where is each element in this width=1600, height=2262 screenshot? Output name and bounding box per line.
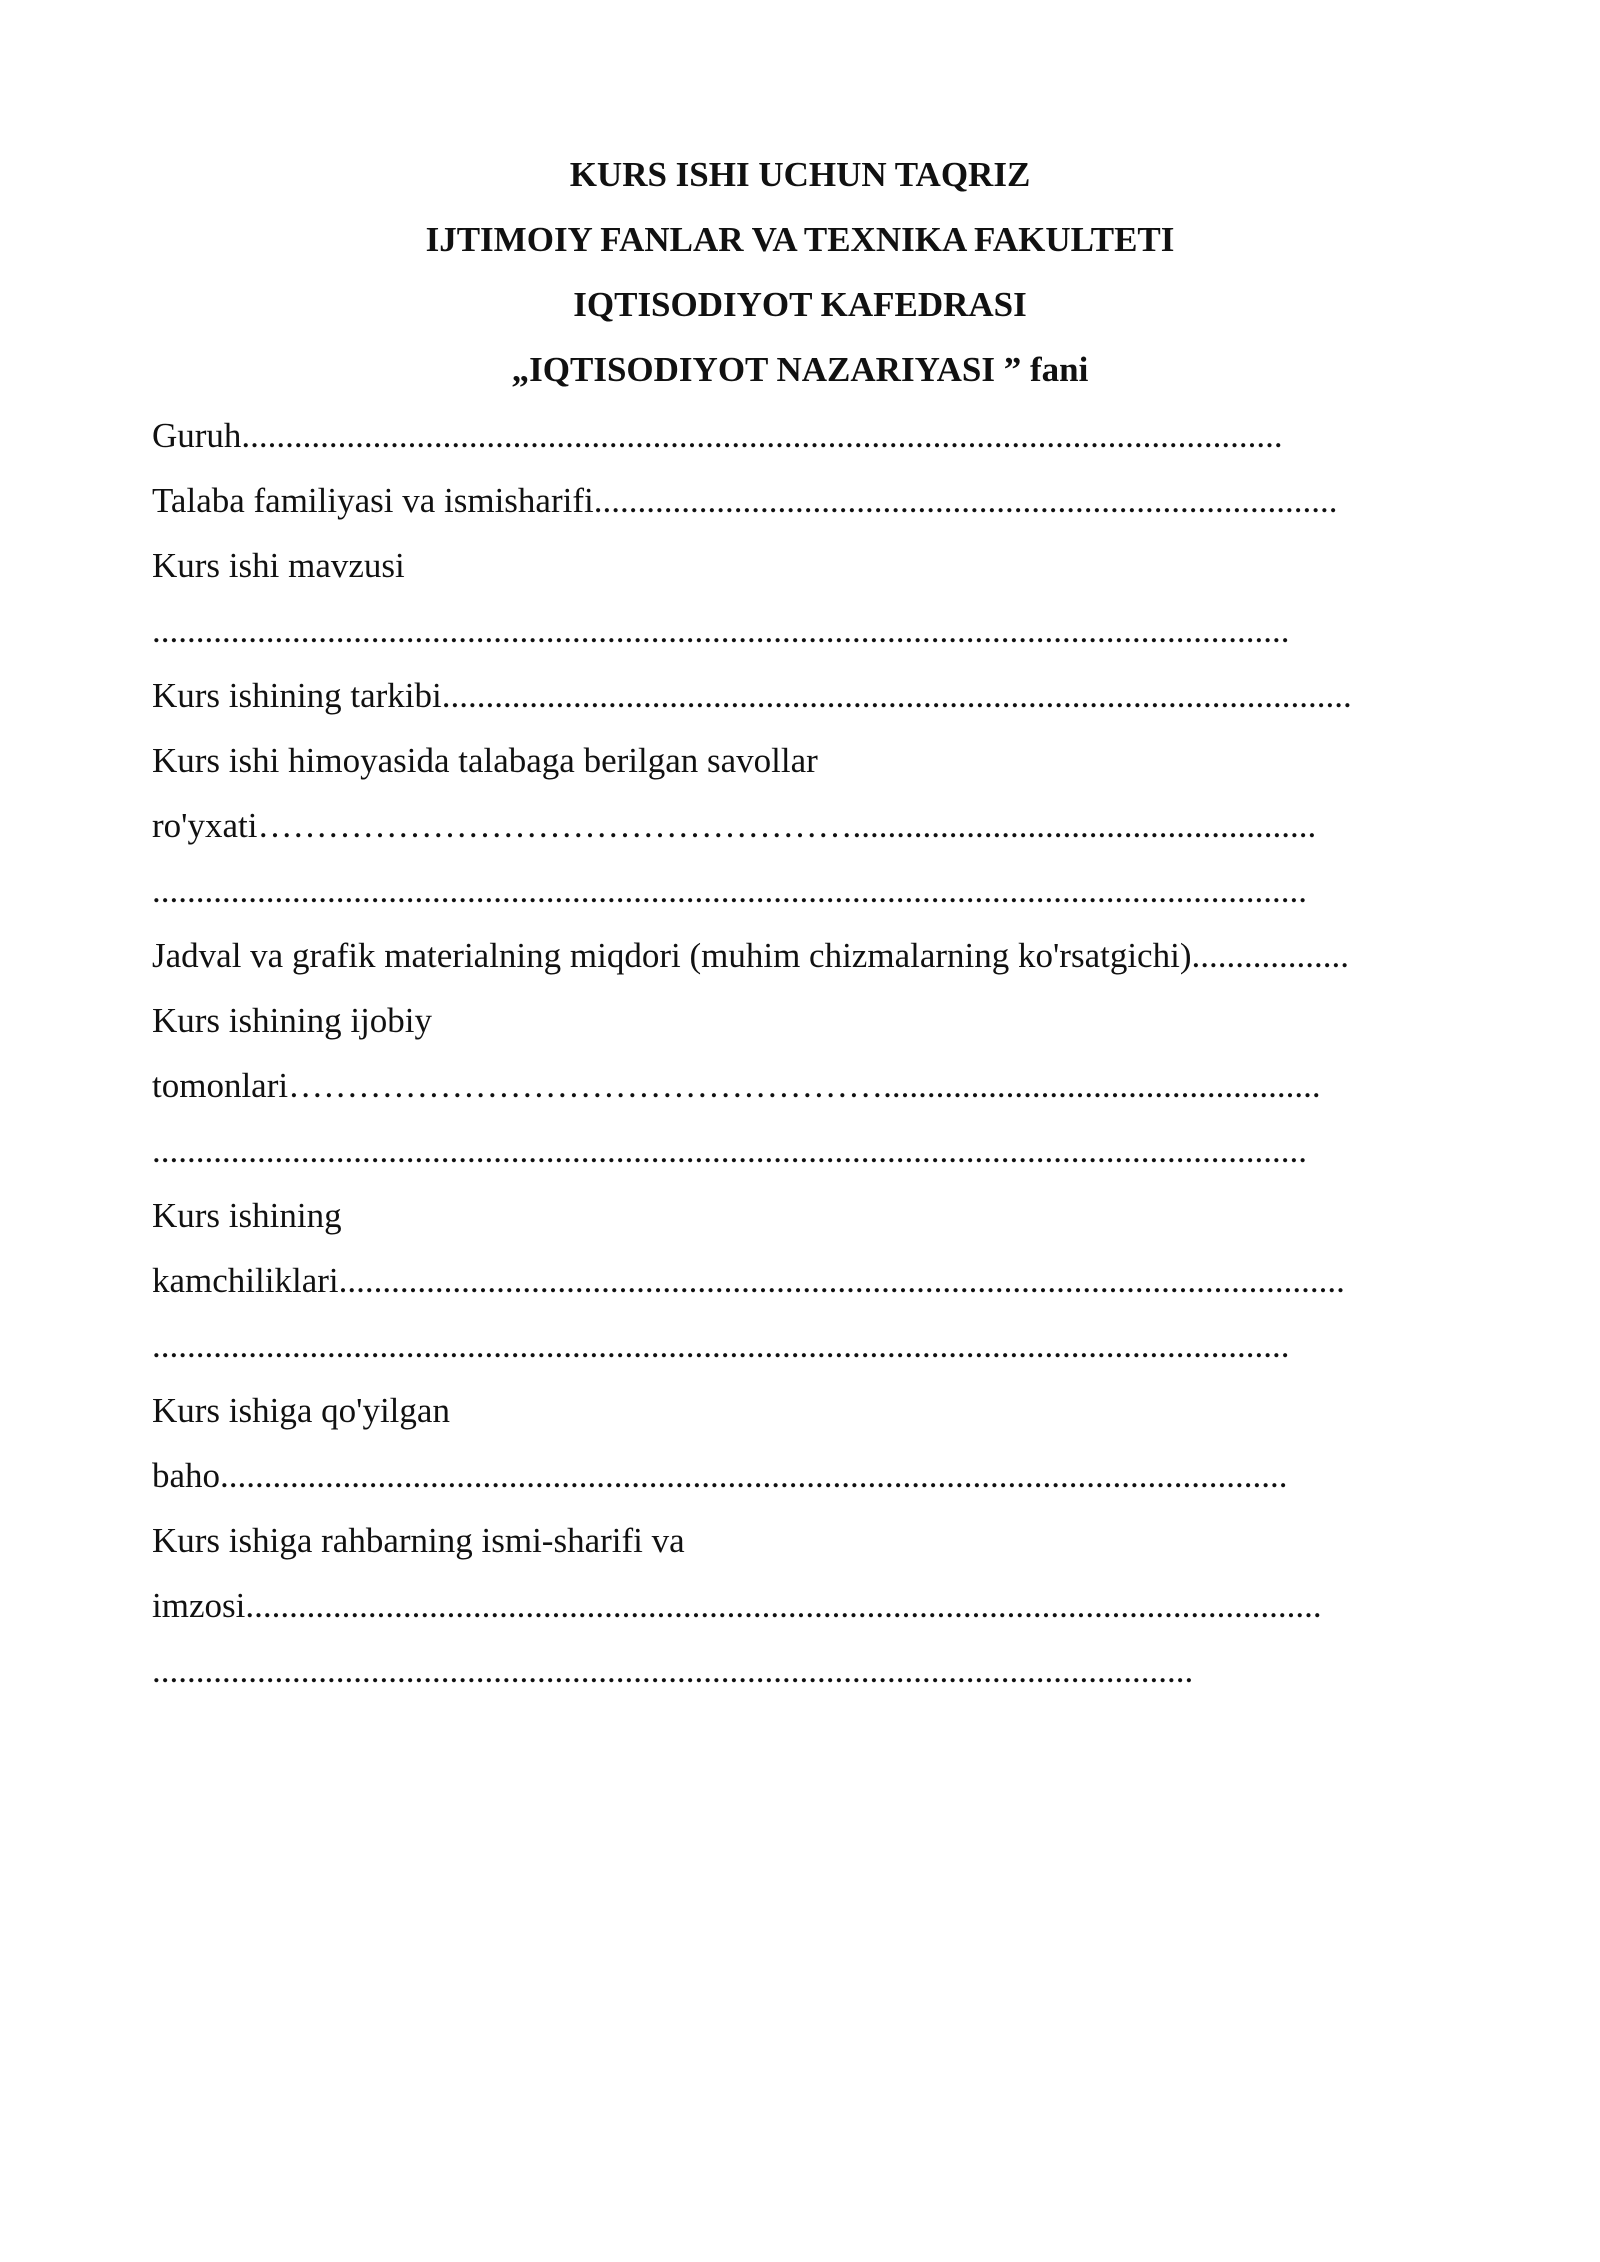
tables-graphics-field: Jadval va grafik materialning miqdori (muhim chizmalarning ko'rsatgichi).................. (152, 936, 1349, 975)
group-field: Guruh....................................................................................................................... (152, 416, 1283, 455)
questions-label: Kurs ishi himoyasida talabaga berilgan savollar (152, 741, 818, 780)
subject-heading: „IQTISODIYOT NAZARIYASI ” fani (511, 350, 1089, 389)
shortcomings-field: kamchiliklari................................................................................................................... (152, 1261, 1345, 1300)
student-name-field: Talaba familiyasi va ismisharifi..................................................................................... (152, 481, 1338, 520)
structure-field: Kurs ishining tarkibi........................................................................................................ (152, 676, 1352, 715)
grade-label: Kurs ishiga qo'yilgan (152, 1391, 450, 1430)
positive-dotted-line: .................................................................................................................................... (152, 1131, 1307, 1170)
shortcomings-dotted-line: .................................................................................................................................. (152, 1326, 1290, 1365)
faculty-heading: IJTIMOIY FANLAR VA TEXNIKA FAKULTETI (425, 220, 1175, 259)
positive-label: Kurs ishining ijobiy (152, 1001, 433, 1040)
positive-field: tomonlari…………………………………………….................................................. (152, 1066, 1321, 1105)
questions-dotted-line: .................................................................................................................................... (152, 871, 1307, 910)
topic-label: Kurs ishi mavzusi (152, 546, 405, 585)
topic-dotted-line: .................................................................................................................................. (152, 611, 1290, 650)
supervisor-label: Kurs ishiga rahbarning ismi-sharifi va (152, 1521, 685, 1560)
department-heading: IQTISODIYOT KAFEDRASI (573, 285, 1027, 324)
grade-field: baho.......................................................................................................................... (152, 1456, 1288, 1495)
page-title: KURS ISHI UCHUN TAQRIZ (569, 155, 1031, 194)
signature-dotted-line: ....................................................................................................................... (152, 1651, 1194, 1690)
shortcomings-label: Kurs ishining (152, 1196, 342, 1235)
questions-list-field: ro'yxati……………………………………………..................................................... (152, 806, 1317, 845)
signature-field: imzosi........................................................................................................................... (152, 1586, 1322, 1625)
